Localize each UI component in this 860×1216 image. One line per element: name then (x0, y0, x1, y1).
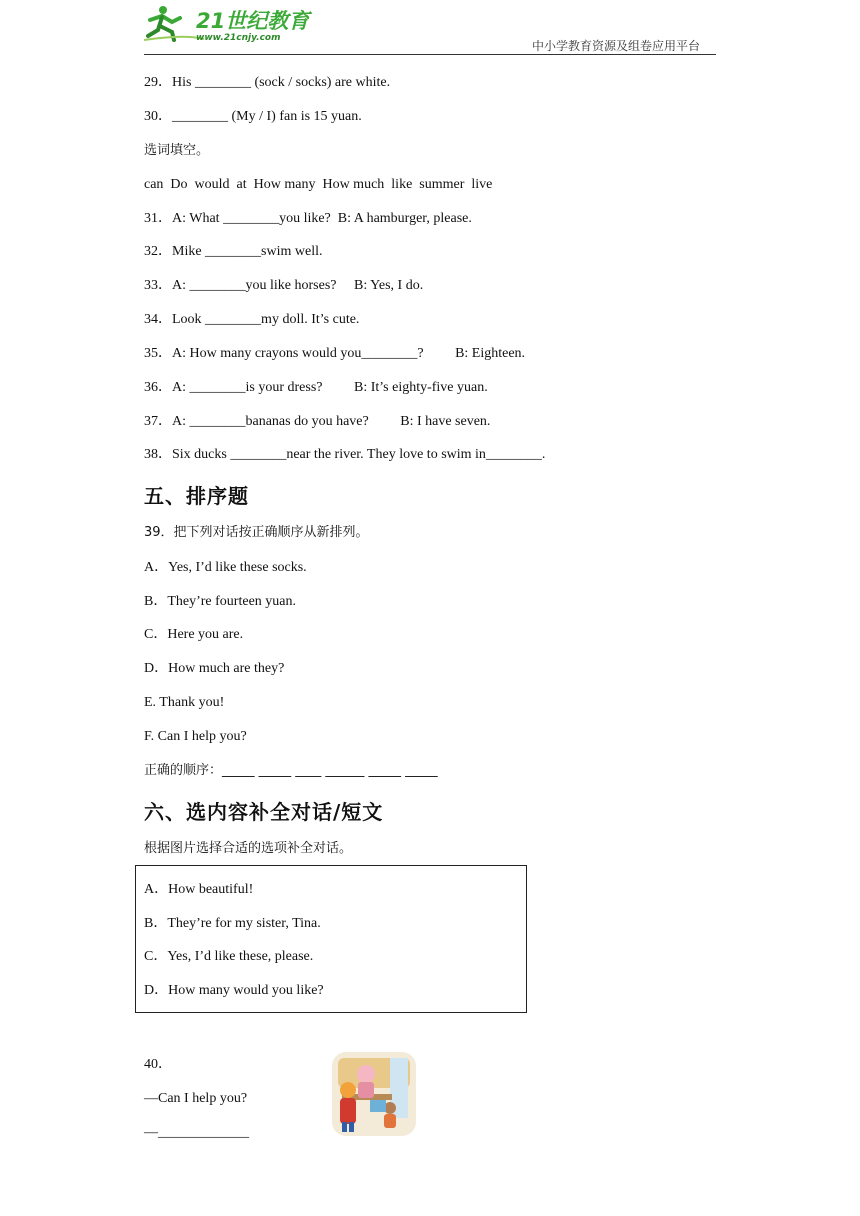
question-33: 33．A: ________you like horses? B: Yes, I do. (144, 278, 424, 293)
section-5-title: 五、排序题 (144, 484, 249, 508)
option-c: C．Here you are. (144, 627, 244, 642)
box-option-c: C．Yes, I’d like these, please. (144, 949, 314, 964)
option-b: B．They’re fourteen yuan. (144, 594, 296, 609)
page-header (144, 0, 716, 56)
dialog-line-1: —Can I help you? (144, 1091, 248, 1106)
runner-icon (144, 6, 204, 40)
platform-name: 中小学教育资源及组卷应用平台 (531, 39, 700, 53)
option-e: E. Thank you! (144, 695, 225, 710)
logo-21cnjy (144, 2, 314, 42)
shop-illustration (332, 1052, 416, 1136)
question-35: 35．A: How many crayons would you________? B: Eighteen. (144, 346, 526, 361)
header-divider (144, 54, 716, 55)
question-32: 32．Mike ________swim well. (144, 244, 323, 259)
option-a: A．Yes, I’d like these socks. (144, 560, 307, 575)
box-option-b: B．They’re for my sister, Tina. (144, 916, 321, 931)
order-answer-line: 正确的顺序：_____ _____ ____ ______ _____ _____ (144, 763, 438, 778)
question-34: 34．Look ________my doll. It’s cute. (144, 312, 360, 327)
option-f: F. Can I help you? (144, 729, 247, 744)
section-6-instructions: 根据图片选择合适的选项补全对话。 (144, 841, 353, 856)
svg-text:21世纪教育: 21世纪教育 (196, 9, 310, 33)
box-option-d: D．How many would you like? (144, 983, 324, 998)
question-40: 40． (144, 1057, 172, 1072)
question-31: 31．A: What ________you like? B: A hamburger, please. (144, 211, 472, 226)
section-6-title: 六、选内容补全对话/短文 (144, 800, 384, 824)
option-d: D．How much are they? (144, 661, 285, 676)
dialog-line-2: —_____________ (144, 1125, 249, 1140)
svg-text:www.21cnjy.com: www.21cnjy.com (196, 33, 281, 42)
question-30: 30．________ (My / I) fan is 15 yuan. (144, 109, 362, 124)
question-29: 29．His ________ (sock / socks) are white. (144, 75, 391, 90)
question-37: 37．A: ________bananas do you have? B: I have seven. (144, 414, 491, 429)
question-39: 39．把下列对话按正确顺序从新排列。 (144, 525, 369, 540)
question-38: 38．Six ducks ________near the river. They love to swim in________. (144, 447, 546, 462)
word-bank: can Do would at How many How much like summer live (144, 177, 493, 192)
box-option-a: A．How beautiful! (144, 882, 254, 897)
question-36: 36．A: ________is your dress? B: It’s eighty-five yuan. (144, 380, 488, 395)
fill-in-title: 选词填空。 (144, 143, 210, 158)
